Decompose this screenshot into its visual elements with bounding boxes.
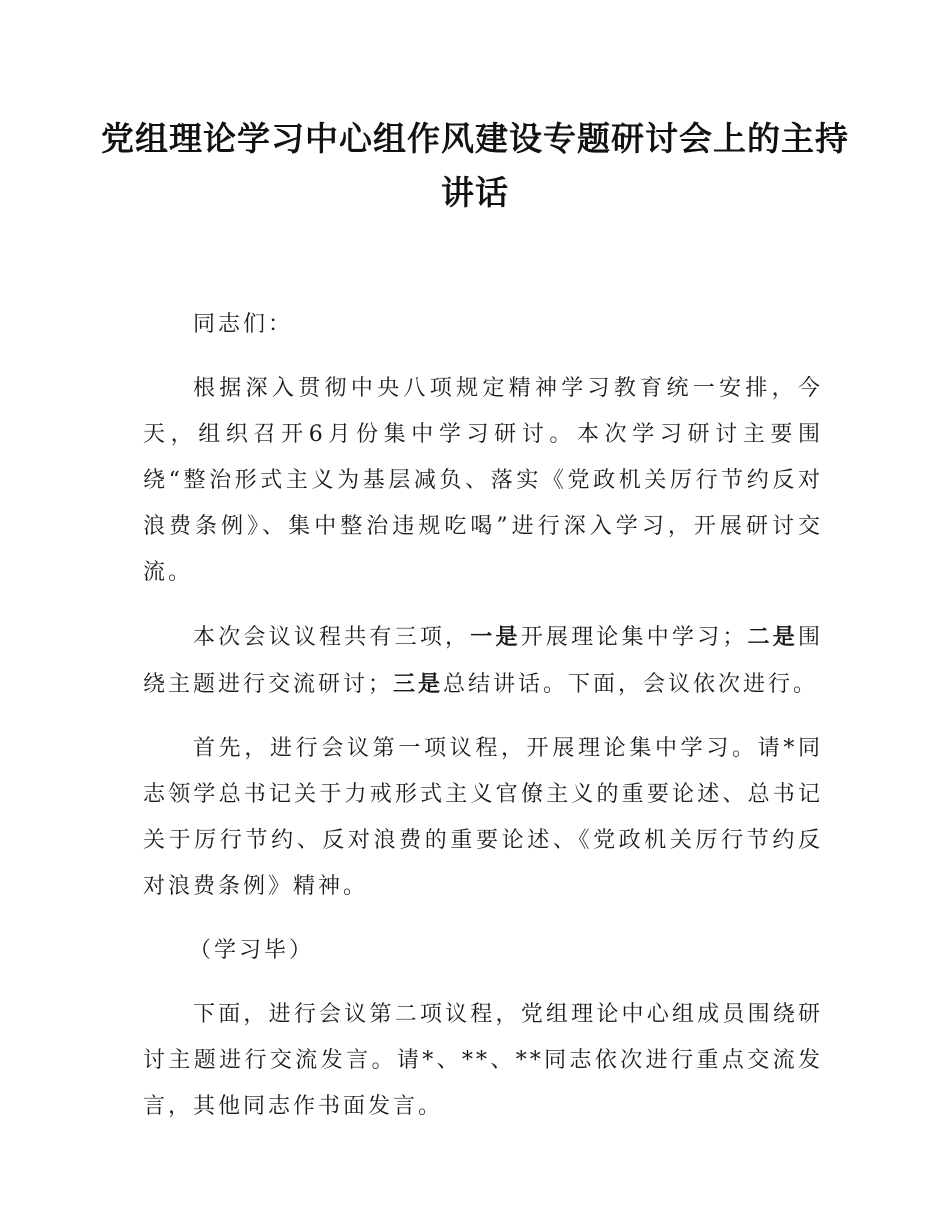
agenda-intro: 本次会议议程共有三项， <box>193 625 471 650</box>
study-note: （学习毕） <box>189 938 315 963</box>
agenda-second-marker: 二是 <box>747 624 798 650</box>
agenda-second-text: 围绕主题进行交流研讨； <box>143 625 823 697</box>
salutation: 同志们： <box>193 312 294 337</box>
agenda-third-marker: 三是 <box>393 671 444 697</box>
document-title: 党组理论学习中心组作风建设专题研讨会上的主持讲话 <box>101 119 849 212</box>
agenda-third-text: 总结讲话。下面，会议依次进行。 <box>443 672 819 697</box>
paragraph-first-item: 首先，进行会议第一项议程，开展理论集中学习。请*同志领学总书记关于力戒形式主义官僚主义的重要论述、总书记关于厉行节约、反对浪费的重要论述、《党政机关厉行节约反对浪费条例》精神。 <box>143 736 823 899</box>
agenda-first-text: 开展理论集中学习； <box>520 625 748 650</box>
paragraph-second-item: 下面，进行会议第二项议程，党组理论中心组成员围绕研讨主题进行交流发言。请*、**、**同志依次进行重点交流发言，其他同志作书面发言。 <box>143 1002 823 1119</box>
paragraph-background: 根据深入贯彻中央八项规定精神学习教育统一安排，今天，组织召开6月份集中学习研讨。本次学习研讨主要围绕“整治形式主义为基层减负、落实《党政机关厉行节约反对浪费条例》、集中整治违规吃喝”进行深入学习，开展研讨交流。 <box>143 376 823 585</box>
paragraph-agenda <box>143 614 823 708</box>
agenda-first-marker: 一是 <box>470 624 521 650</box>
document-body <box>143 302 823 1148</box>
